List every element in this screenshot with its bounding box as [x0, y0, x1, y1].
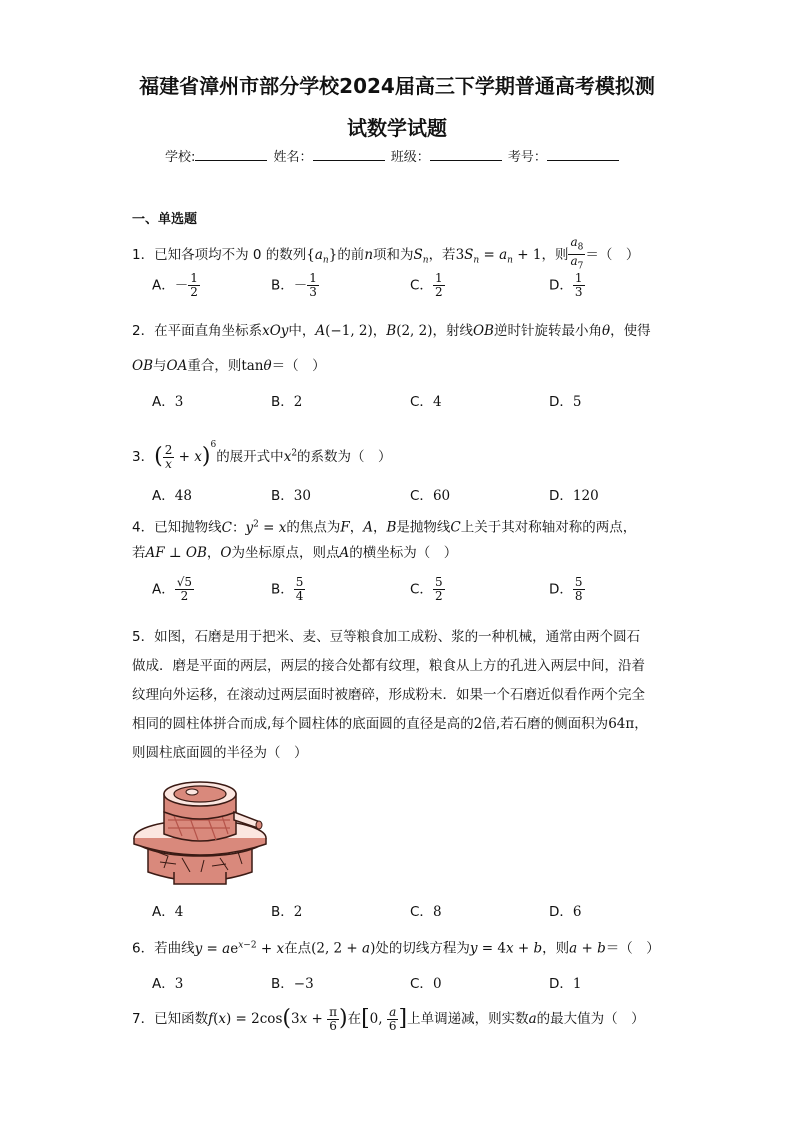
question-number: 6．	[132, 940, 155, 957]
question-text: ，射线	[432, 323, 473, 339]
math-fraction: $\frac{2}{x}$	[164, 442, 173, 471]
question-number: 4．	[132, 519, 155, 536]
question-text: 的焦点为	[286, 519, 341, 536]
question-text: 处的切线方程为	[375, 940, 470, 957]
math-expr: f(x) = 2cos	[208, 1011, 283, 1027]
math-var: θ	[601, 323, 611, 339]
question-text: 如图，石磨是用于把米、麦、豆等粮食加工成粉、浆的一种机械，通常由两个圆石	[154, 629, 641, 645]
question-text: ，则	[541, 246, 569, 263]
option-b[interactable]: B．30	[271, 488, 311, 504]
math-var: OB	[132, 358, 153, 374]
question-number: 2．	[132, 323, 155, 339]
question-text: 项和为	[373, 246, 414, 263]
question-text: ，使得	[610, 323, 651, 339]
student-info-line	[165, 146, 621, 165]
name-blank[interactable]	[313, 148, 385, 161]
question-7: 7．已知函数f(x) = 2cos(3x + $\frac{\pi}{6}$ )在[0, $\frac{a}{6}$ ]上单调递减，则实数a的最大值为（ ）	[132, 1004, 645, 1033]
option-d[interactable]: D．6	[549, 904, 582, 920]
question-text: 与	[153, 358, 167, 374]
option-a[interactable]: A．3	[152, 394, 184, 410]
option-b[interactable]: B．−3	[271, 976, 314, 992]
math-expr: C：$y^2 = x$	[221, 519, 287, 536]
class-blank[interactable]	[430, 148, 502, 161]
question-text: 的系数为（ ）	[297, 449, 392, 465]
option-d[interactable]: D． $\frac{1}{3}$	[549, 271, 583, 299]
option-c[interactable]: C．8	[410, 904, 442, 920]
option-a[interactable]: A．－ $\frac{1}{2}$	[152, 271, 198, 299]
option-a[interactable]: A．48	[152, 488, 192, 504]
question-5-line2: 做成．磨是平面的两层，两层的接合处都有纹理，粮食从上方的孔进入两层中间，沿着	[132, 658, 645, 674]
question-1: 1．已知各项均不为 0 的数列$\{a_n\}$的前n项和为$S_n$，若$3S_n = a_n + 1$，则 $\frac{a_8}{a_7}$ ＝（ ）	[132, 235, 640, 272]
question-text: 若	[132, 545, 146, 561]
question-number: 7．	[132, 1011, 155, 1027]
question-5-line4: 相同的圆柱体拼合而成,每个圆柱体的底面圆的直径是高的2倍,若石磨的侧面积为64π，	[132, 716, 648, 732]
question-text: ＝（ ）	[271, 358, 326, 374]
question-5	[132, 627, 640, 647]
option-a[interactable]: A．3	[152, 976, 184, 992]
option-b[interactable]: B．－ $\frac{1}{3}$	[271, 271, 317, 299]
math-point: A(−1, 2)，B(2, 2)	[315, 323, 433, 339]
question-text: 已知抛物线	[154, 519, 222, 536]
math-fraction: $\frac{a_8}{a_7}$	[570, 235, 584, 272]
question-text: 若曲线	[154, 940, 195, 957]
option-b[interactable]: B．2	[271, 394, 303, 410]
option-c[interactable]: C．0	[410, 976, 442, 992]
option-c[interactable]: C．4	[410, 394, 442, 410]
math-expr: $y = ae^{x-2} + x$	[194, 940, 285, 957]
option-a[interactable]: A． $\frac{√5}{2}$	[152, 575, 193, 603]
option-c[interactable]: C． $\frac{5}{2}$	[410, 575, 443, 603]
question-text: ，则	[542, 940, 570, 957]
question-5-line5: 则圆柱底面圆的半径为（ ）	[132, 745, 308, 761]
millstone-figure	[130, 772, 270, 890]
option-d[interactable]: D．120	[549, 488, 599, 504]
question-text: 在	[347, 1011, 362, 1027]
question-6: 6．若曲线$y = ae^{x-2} + x$在点(2, 2 + a)处的切线方程为y = 4x + b，则a + b＝（ ）	[132, 940, 660, 957]
exam-no-label: 考号：	[507, 150, 547, 165]
question-text: 倍,若石磨的侧面积为	[482, 716, 609, 732]
question-text: 的前	[337, 246, 365, 263]
question-text: 中，	[288, 323, 316, 339]
section-title: 一、单选题	[132, 212, 198, 227]
question-text: 已知函数	[154, 1011, 209, 1027]
math-var: OA	[166, 358, 188, 374]
question-number: 1．	[132, 246, 155, 263]
math-seq: $\{a_n\}$	[306, 246, 338, 266]
question-4: 4．已知抛物线C：$y^2 = x$的焦点为F，A，B是抛物线C上关于其对称轴对称的两点，	[132, 519, 637, 536]
option-c[interactable]: C．60	[410, 488, 451, 504]
question-text: 的最大值为（ ）	[536, 1011, 645, 1027]
option-b[interactable]: B．2	[271, 904, 303, 920]
question-text: 的横坐标为（ ）	[349, 545, 458, 561]
exam-title-line1: 福建省漳州市部分学校2024届高三下学期普通高考模拟测	[139, 74, 655, 98]
option-c[interactable]: C． $\frac{1}{2}$	[410, 271, 443, 299]
math-expr: AF ⊥ OB，O	[145, 545, 232, 561]
option-d[interactable]: D．5	[549, 394, 582, 410]
math-var: OB	[472, 323, 494, 339]
question-text: 在点	[284, 940, 312, 957]
option-d[interactable]: D． $\frac{5}{8}$	[549, 575, 583, 603]
question-text: 在平面直角坐标系	[154, 323, 263, 339]
option-d[interactable]: D．1	[549, 976, 582, 992]
question-text: 逆时针旋转最小角	[493, 323, 602, 339]
question-text: 已知各项均不为 0 的数列	[154, 246, 307, 263]
math-var: xOy	[262, 323, 289, 339]
math-var: n	[364, 246, 374, 263]
math-expr: $3S_n = a_n + 1$	[455, 246, 542, 266]
question-text: 重合，则	[187, 358, 242, 374]
option-a[interactable]: A．4	[152, 904, 184, 920]
question-text: 上关于其对称轴对称的两点，	[460, 519, 637, 536]
question-3: 3．( $\frac{2}{x}$ + x)$^6$的展开式中$x^2$的系数为（ ）	[132, 440, 392, 471]
school-blank[interactable]	[195, 148, 267, 161]
math-var: S	[413, 246, 423, 263]
question-5-line3: 纹理向外运移，在滚动过两层面时被磨碎，形成粉末．如果一个石磨近似看作两个完全	[132, 687, 645, 703]
math-expr: tanθ	[241, 358, 272, 374]
question-4-line2: 若AF ⊥ OB，O为坐标原点，则点A的横坐标为（ ）	[132, 545, 458, 561]
question-2-line2	[132, 356, 326, 376]
question-text: ＝（ ）	[605, 940, 660, 957]
name-label: 姓名：	[273, 150, 313, 165]
question-text: 相同的圆柱体拼合而成,每个圆柱体的底面圆的直径是高的	[132, 716, 474, 732]
question-text: ，若	[428, 246, 456, 263]
question-number: 3．	[132, 449, 155, 465]
question-text: ＝（ ）	[585, 246, 640, 263]
option-b[interactable]: B． $\frac{5}{4}$	[271, 575, 304, 603]
question-text: 上单调递减，则实数	[407, 1011, 529, 1027]
question-number: 5．	[132, 629, 155, 645]
question-text: 的展开式中	[216, 449, 284, 465]
class-label: 班级：	[390, 150, 430, 165]
exam-title-line2: 试数学试题	[347, 116, 447, 140]
question-text: 是抛物线	[396, 519, 451, 536]
question-text: 为坐标原点，则点	[231, 545, 340, 561]
school-label: 学校:	[165, 150, 196, 165]
exam-no-blank[interactable]	[547, 148, 619, 161]
question-2	[132, 321, 651, 341]
